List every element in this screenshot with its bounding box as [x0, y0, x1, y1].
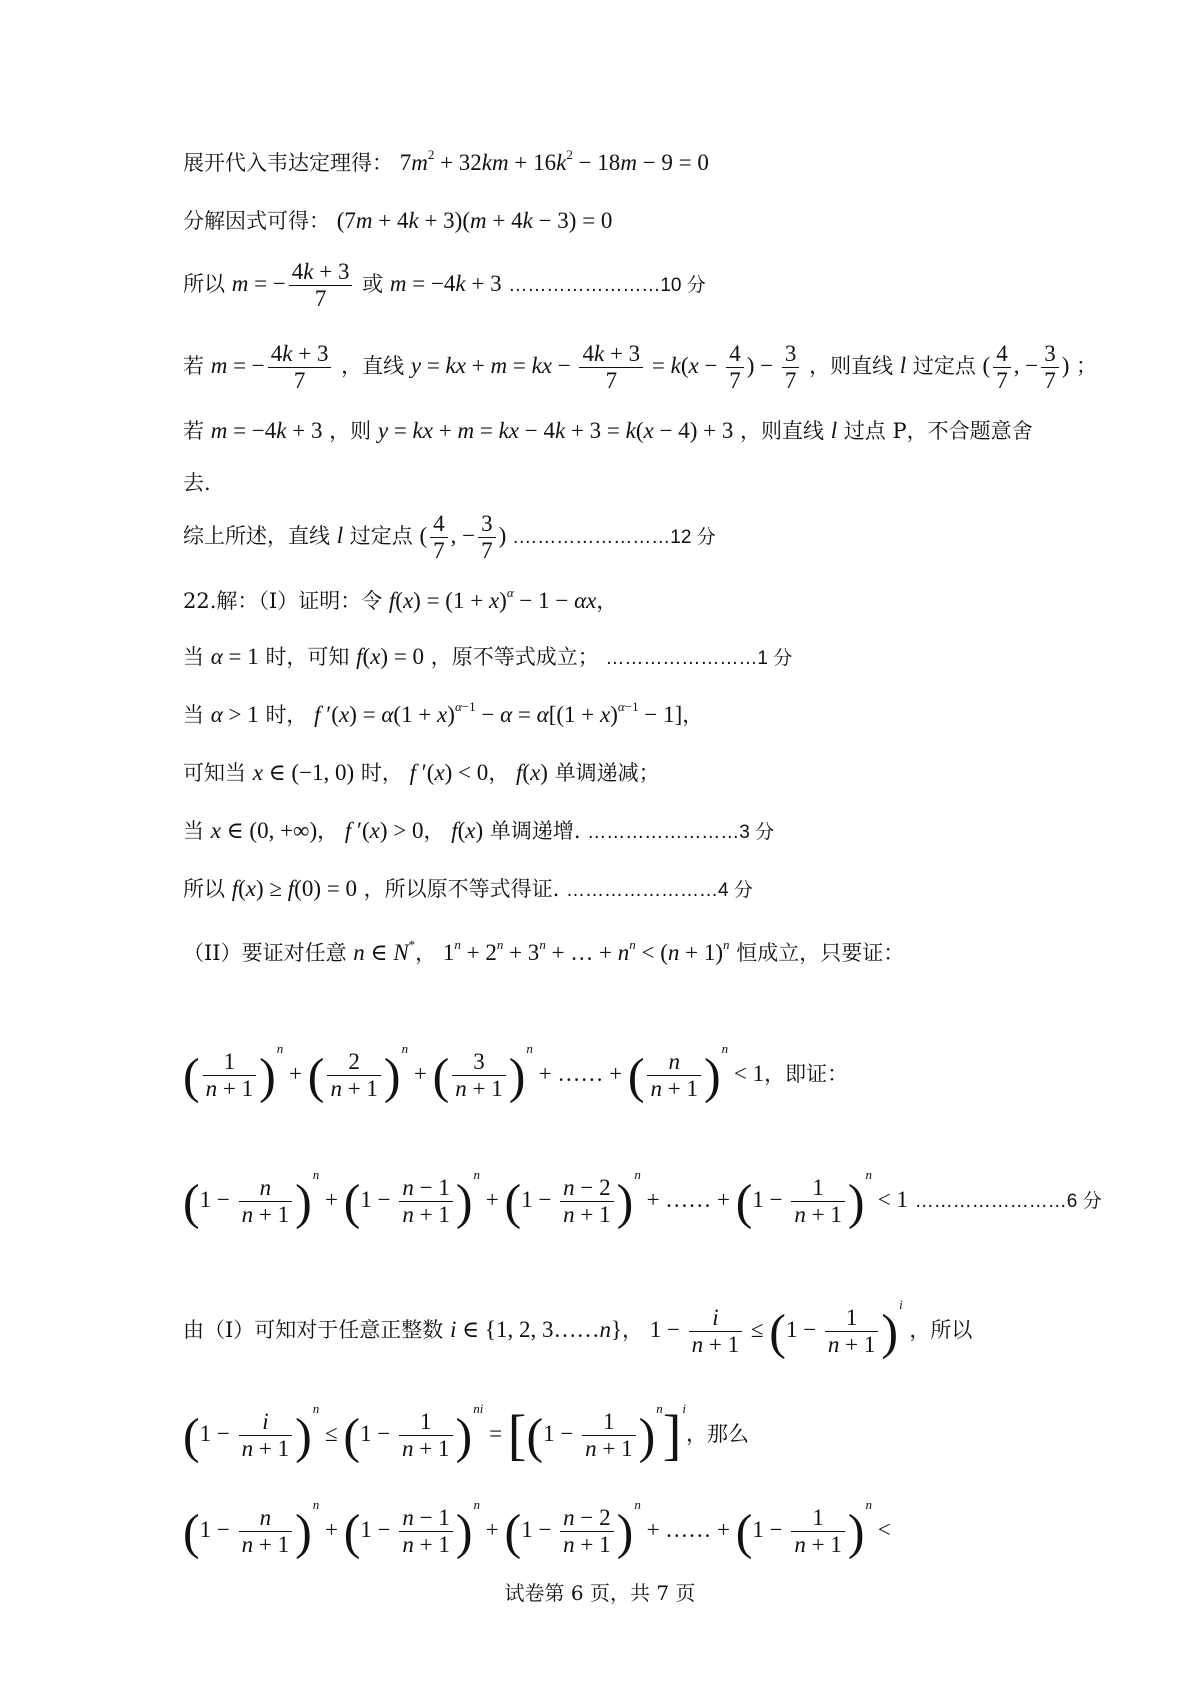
page-footer: 试卷第 6 页，共 7 页	[504, 1581, 696, 1605]
line-part2: （II）要证对任意 n ∈ N*， $1^n + 2^n + 3^n$ + … + $n^n < (n + 1)^n$ 恒成立，只要证：	[183, 937, 905, 965]
text-when-3: 当	[183, 819, 204, 843]
equation-power-bound: (1 − $\frac{i}{n + 1}$ )$^n$ ≤ (1 − $\frac{1}{n + 1}$ )$^{ni}$ = [(1 − $\frac{1}{n + 1}$ )$^n$]$^i$	[183, 1401, 687, 1467]
equation-fraction-sum: ( $\frac{1}{n + 1}$ )$^n$ + ( $\frac{2}{n + 1}$ )$^n$ + ( $\frac{3}{n + 1}$ )$^n$ + …… + ( $\frac{n}{n + 1}$ )$^n$ < 1	[183, 1041, 765, 1104]
line-discard	[183, 468, 211, 498]
text-by-part1: 由（I）可知对于任意正整数	[183, 1318, 444, 1342]
text-if-2: 若	[183, 419, 204, 443]
text-time-2: 时，	[360, 761, 403, 785]
equation-i-bound: 1 − $\frac{i}{n + 1}$ ≤ (1 − $\frac{1}{n + 1}$ )$^i$	[649, 1297, 903, 1360]
line-fraction-sum	[183, 1014, 848, 1109]
text-when-2: 当	[183, 703, 204, 727]
text-then-line: ，则直线	[809, 354, 894, 378]
text-when: 当	[183, 645, 204, 669]
line-increasing: 当 x ∈ (0, +∞)， f ′(x) > 0， f(x) 单调递增. ……………………3 分	[183, 818, 775, 843]
equation-complement-sum: (1 − $\frac{n}{n + 1}$ )$^n$ + (1 − $\frac{n - 1}{n + 1}$ )$^n$ + (1 − $\frac{n - 2}{n + 1}$ )$^n$ + …… + (1 − $\frac{1}{n + 1}$ )$^n$ < 1	[183, 1167, 909, 1230]
line-case1: 若 m = − $\frac{4k + 3}{7}$ ，直线 y = kx + m = kx − $\frac{4k + 3}{7}$ = k(x − $\frac{4}{7}$ ) − $\frac{3}{7}$ ，则直线 l 过定点 ( $\frac{4}{7}$ , − $\frac{3}{7}$ ) ；	[183, 341, 1098, 394]
text-part2: （II）要证对任意	[183, 941, 347, 965]
text-q22: 22.解：（I）证明：令	[183, 589, 383, 613]
line-by-part1: 由（I）可知对于任意正整数 i ∈ {1, 2, 3……n}， 1 − $\frac{i}{n + 1}$ ≤ (1 − $\frac{1}{n + 1}$ )$^i$ ，所以	[183, 1297, 973, 1360]
equation-final-sum: (1 − $\frac{n}{n + 1}$ )$^n$ + (1 − $\frac{n - 1}{n + 1}$ )$^n$ + (1 − $\frac{n - 2}{n + 1}$ )$^n$ + …… + (1 − $\frac{1}{n + 1}$ )$^n$ <	[183, 1497, 891, 1560]
equation-power-sum: $1^n + 2^n + 3^n$ + … + $n^n < (n + 1)^n$	[442, 937, 730, 965]
equation-case1-point: ( $\frac{4}{7}$ , − $\frac{3}{7}$ )	[982, 341, 1070, 394]
equation-vieta: $7m^2 + 32km + 16k^2 - 18m - 9 = 0$	[399, 147, 709, 175]
line-factor	[183, 206, 612, 236]
text-discard: 去.	[183, 471, 211, 495]
text-if: 若	[183, 354, 204, 378]
text-factor: 分解因式可得：	[183, 209, 330, 233]
line-decreasing: 可知当 x ∈ (−1, 0) 时， f ′(x) < 0， f(x) 单调递减；	[183, 760, 660, 785]
score-4: ……………………4 分	[566, 880, 753, 901]
score-3: ……………………3 分	[587, 822, 775, 843]
text-vieta: 展开代入韦达定理得：	[183, 151, 393, 175]
line-alpha-1: 当 α = 1 时，可知 f(x) = 0 ，原不等式成立； ……………………1 分	[183, 644, 793, 669]
line-conclusion: 综上所述，直线 l 过定点 ( $\frac{4}{7}$ , − $\frac{3}{7}$ ) .……………………12 分	[183, 511, 716, 564]
equation-m2: m = −4k + 3	[389, 271, 502, 296]
line-complement-sum	[183, 1140, 1102, 1237]
text-then: ，则	[329, 419, 372, 443]
text-fixed-point: 过定点	[912, 354, 976, 378]
text-so: 所以	[183, 272, 225, 296]
equation-i-range: i ∈ {1, 2, 3……n}	[449, 1317, 622, 1342]
text-proved: ，所以原不等式得证.	[363, 877, 560, 901]
line-final-sum	[183, 1470, 891, 1565]
score-6: ……………………6 分	[914, 1191, 1102, 1212]
text-so-3: ，所以	[909, 1318, 973, 1342]
text-increasing: 单调递增.	[489, 819, 581, 843]
score-12: .……………………12 分	[512, 527, 716, 548]
line-m-values	[183, 256, 706, 314]
line-q22: 22.解：（I）证明：令 $f(x) = (1 + x)^\alpha - 1 - \alpha x$，	[183, 585, 618, 613]
text-known: 时，可知	[265, 645, 350, 669]
equation-m1: m = − $\frac{4k + 3}{7}$	[232, 271, 356, 296]
text-then-2: ，那么	[686, 1422, 750, 1446]
text-ie: ，即证：	[764, 1062, 849, 1086]
text-fixed-point-2: 过定点	[349, 524, 413, 548]
score-10: ……………………10 分	[508, 275, 706, 296]
equation-case2-line: y = kx + m = kx − 4k + 3 = k(x − 4) + 3	[377, 418, 734, 443]
text-need-prove: 恒成立，只要证：	[736, 941, 905, 965]
equation-fx: $f(x) = (1 + x)^\alpha - 1 - \alpha x$	[388, 585, 597, 613]
equation-case1-line: y = kx + m = kx − $\frac{4k + 3}{7}$ = k(x − $\frac{4}{7}$ ) − $\frac{3}{7}$	[411, 353, 803, 378]
text-known-when: 可知当	[183, 761, 246, 785]
score-1: ……………………1 分	[605, 648, 793, 669]
text-decreasing: 单调递减；	[554, 761, 660, 785]
text-summary: 综上所述，直线	[183, 524, 330, 548]
equation-factor: (7m + 4k + 3)(m + 4k − 3) = 0	[336, 208, 613, 233]
line-power-bound	[183, 1372, 749, 1471]
equation-fixed-point: ( $\frac{4}{7}$ , − $\frac{3}{7}$ )	[419, 511, 507, 564]
equation-case2-m: m = −4k + 3	[210, 418, 323, 443]
equation-case1-m: m = − $\frac{4k + 3}{7}$	[211, 353, 335, 378]
text-holds: ，原不等式成立；	[430, 645, 599, 669]
line-proved: 所以 f(x) ≥ f(0) = 0 ，所以原不等式得证. ……………………4 分	[183, 876, 753, 901]
equation-derivative: f $'(x) = \alpha(1 + x)^{\alpha-1} - \alpha = \alpha[(1 + x)^{\alpha-1} - 1]$	[314, 699, 683, 727]
line-alpha-gt-1: 当 α > 1 时， f $'(x) = \alpha(1 + x)^{\alpha-1} - \alpha = \alpha[(1 + x)^{\alpha-1} - 1]$，	[183, 699, 704, 727]
text-through-p: 过点 P，不合题意舍	[843, 419, 1033, 443]
text-so-2: 所以	[183, 877, 225, 901]
text-or: 或	[362, 272, 384, 296]
text-then-line-2: ，则直线	[740, 419, 825, 443]
text-time: 时，	[265, 703, 308, 727]
line-vieta	[183, 148, 709, 178]
line-case2: 若 m = −4k + 3 ，则 y = kx + m = kx − 4k + 3 = k(x − 4) + 3 ，则直线 l 过点 P，不合题意舍	[183, 418, 1033, 443]
text-line: ，直线	[341, 354, 405, 378]
punct-semicolon: ；	[1076, 354, 1098, 378]
